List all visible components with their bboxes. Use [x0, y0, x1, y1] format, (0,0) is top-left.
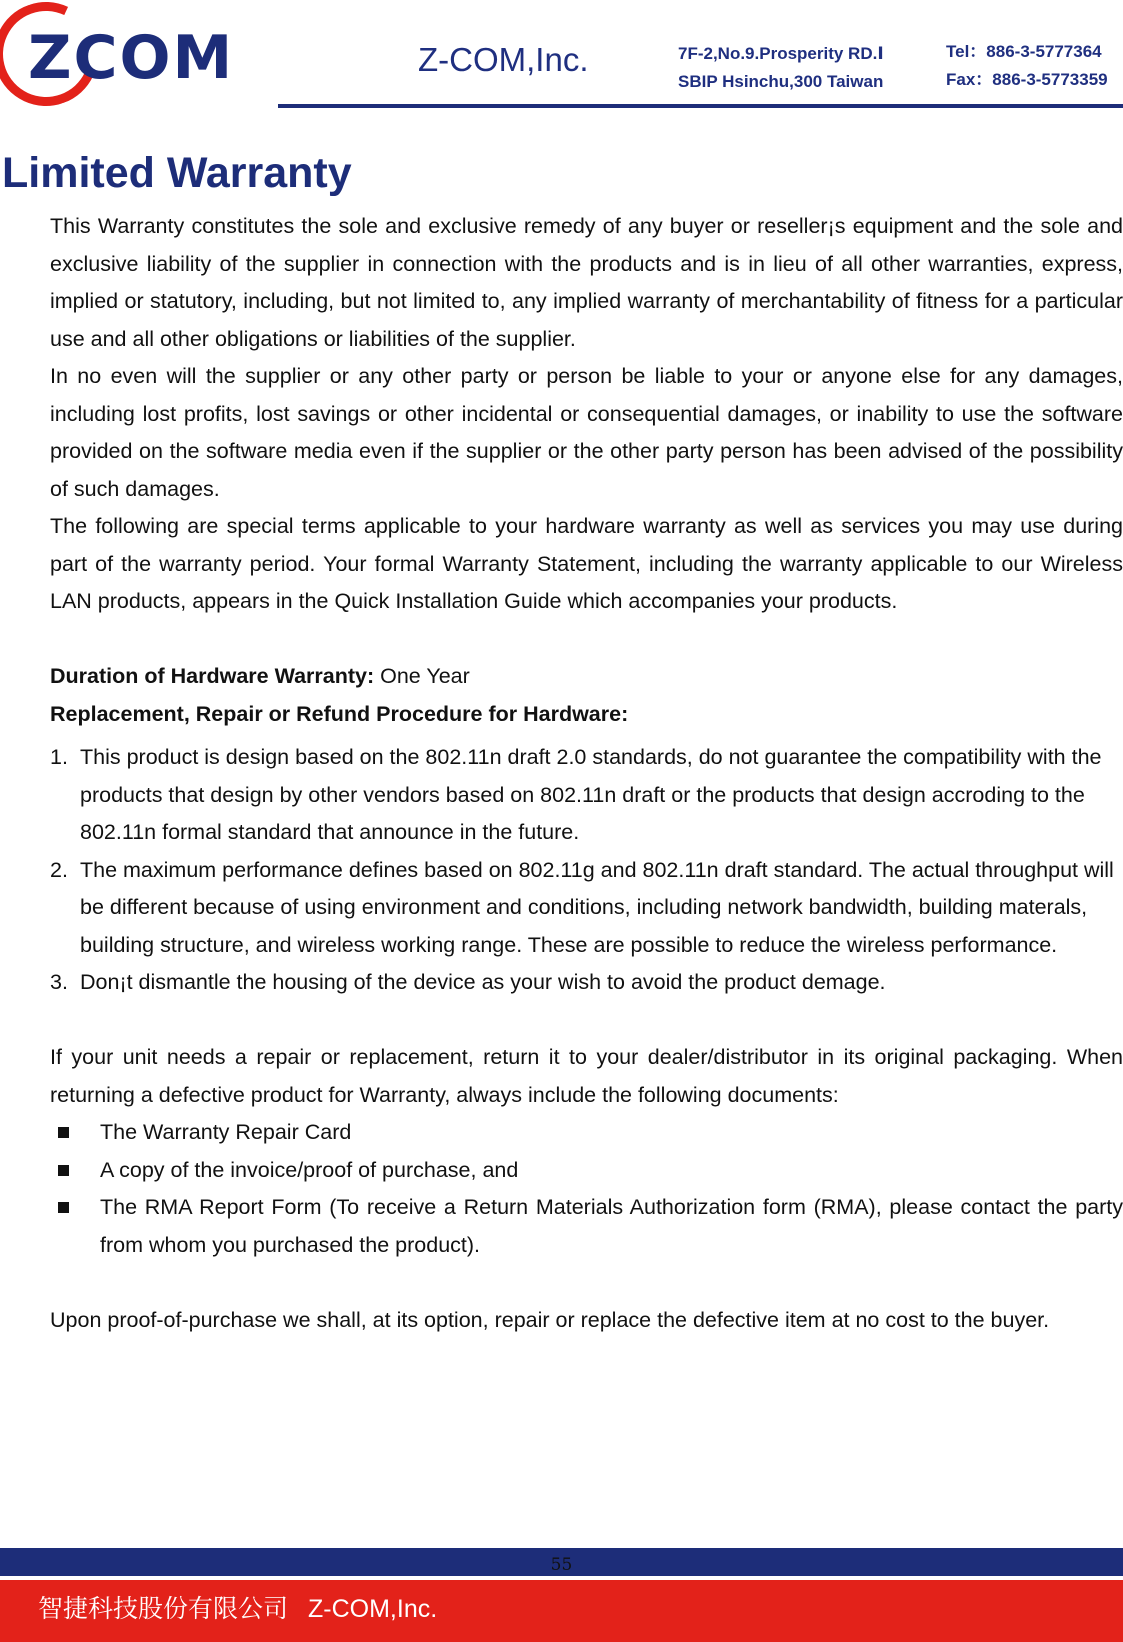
- footer-company-en: Z-COM,Inc.: [308, 1595, 438, 1623]
- return-paragraph: If your unit needs a repair or replacement, return it to your dealer/distributor in its original packaging. When returning a defective product for Warranty, always include the following documents:: [50, 1045, 1123, 1107]
- list-item-text: A copy of the invoice/proof of purchase, and: [100, 1157, 519, 1182]
- square-bullet-icon: [58, 1127, 69, 1138]
- zcom-logo: [0, 0, 290, 108]
- list-item: [50, 1152, 1123, 1190]
- list-item-text: The RMA Report Form (To receive a Return Materials Authorization form (RMA), please contact the party from whom you purchased the product).: [100, 1195, 1123, 1257]
- company-name: Z-COM,Inc.: [418, 41, 589, 78]
- closing-paragraph: Upon proof-of-purchase we shall, at its option, repair or replace the defective item at no cost to the buyer.: [50, 1307, 1050, 1332]
- list-item: [50, 964, 1123, 1002]
- spacer: [50, 1264, 1123, 1302]
- documents-list: [50, 1114, 1123, 1264]
- square-bullet-icon: [58, 1202, 69, 1213]
- spacer: [50, 621, 1123, 659]
- list-item-text: This product is design based on the 802.11n draft 2.0 standards, do not guarantee the compatibility with the products that design by other vendors based on 802.11n draft or the products that design accroding to the 802.11n formal standard that announce in the future.: [80, 745, 1102, 844]
- page-number: 55: [550, 1555, 573, 1575]
- footer-company-cn: 智捷科技股份有限公司: [38, 1595, 289, 1623]
- list-item: [50, 1189, 1123, 1264]
- list-item-number: 3.: [50, 970, 68, 994]
- footer-company: [38, 1594, 437, 1624]
- list-item: [50, 739, 1123, 852]
- list-item-text: Don¡t dismantle the housing of the device as your wish to avoid the product demage.: [80, 970, 886, 994]
- procedure-heading: Replacement, Repair or Refund Procedure for Hardware:: [50, 701, 629, 726]
- page-title: Limited Warranty: [2, 149, 352, 197]
- document-body: [50, 208, 1123, 1339]
- list-item: [50, 1114, 1123, 1152]
- square-bullet-icon: [58, 1165, 69, 1176]
- spacer: [50, 1002, 1123, 1040]
- company-contact: [946, 38, 1108, 94]
- tel-number: Tel：886-3-5777364: [946, 42, 1102, 61]
- warranty-paragraph-3: The following are special terms applicable to your hardware warranty as well as services you may use during part of the warranty period. Your formal Warranty Statement, including the warranty applicable to our Wireless LAN products, appears in the Quick Installation Guide which accompanies your products.: [50, 514, 1123, 613]
- list-item-number: 1.: [50, 745, 68, 769]
- header-divider: [278, 104, 1123, 108]
- duration-value: One Year: [374, 664, 470, 688]
- duration-line: [50, 658, 1123, 696]
- procedure-list: [50, 739, 1123, 1002]
- address-line-1: 7F-2,No.9.Prosperity RD.Ⅰ: [678, 44, 884, 63]
- warranty-paragraph-1: This Warranty constitutes the sole and exclusive remedy of any buyer or reseller¡s equipment and the sole and exclusive liability of the supplier in connection with the products and is in lieu of all other warranties, express, implied or statutory, including, but not limited to, any implied warranty of merchantability of fitness for a particular use and all other obligations or liabilities of the supplier.: [50, 214, 1123, 351]
- company-address: [678, 40, 884, 96]
- page-header: [0, 0, 1123, 112]
- address-line-2: SBIP Hsinchu,300 Taiwan: [678, 72, 884, 91]
- list-item-text: The Warranty Repair Card: [100, 1120, 352, 1144]
- warranty-paragraph-2: In no even will the supplier or any other party or person be liable to your or anyone else for any damages, including lost profits, lost savings or other incidental or consequential damages, or inability to use the software provided on the software media even if the supplier or the other party person has been advised of the possibility of such damages.: [50, 364, 1123, 501]
- logo-text: ZCOM: [28, 23, 235, 93]
- duration-label: Duration of Hardware Warranty:: [50, 664, 375, 688]
- list-item-number: 2.: [50, 857, 68, 882]
- list-item: [50, 852, 1123, 965]
- list-item-text: The maximum performance defines based on 802.11g and 802.11n draft standard. The actual throughput will be different because of using environment and conditions, including network bandwidth, building materals, building structure, and wireless working range. These are possible to reduce the wireless performance.: [80, 857, 1114, 957]
- fax-number: Fax：886-3-5773359: [946, 70, 1108, 89]
